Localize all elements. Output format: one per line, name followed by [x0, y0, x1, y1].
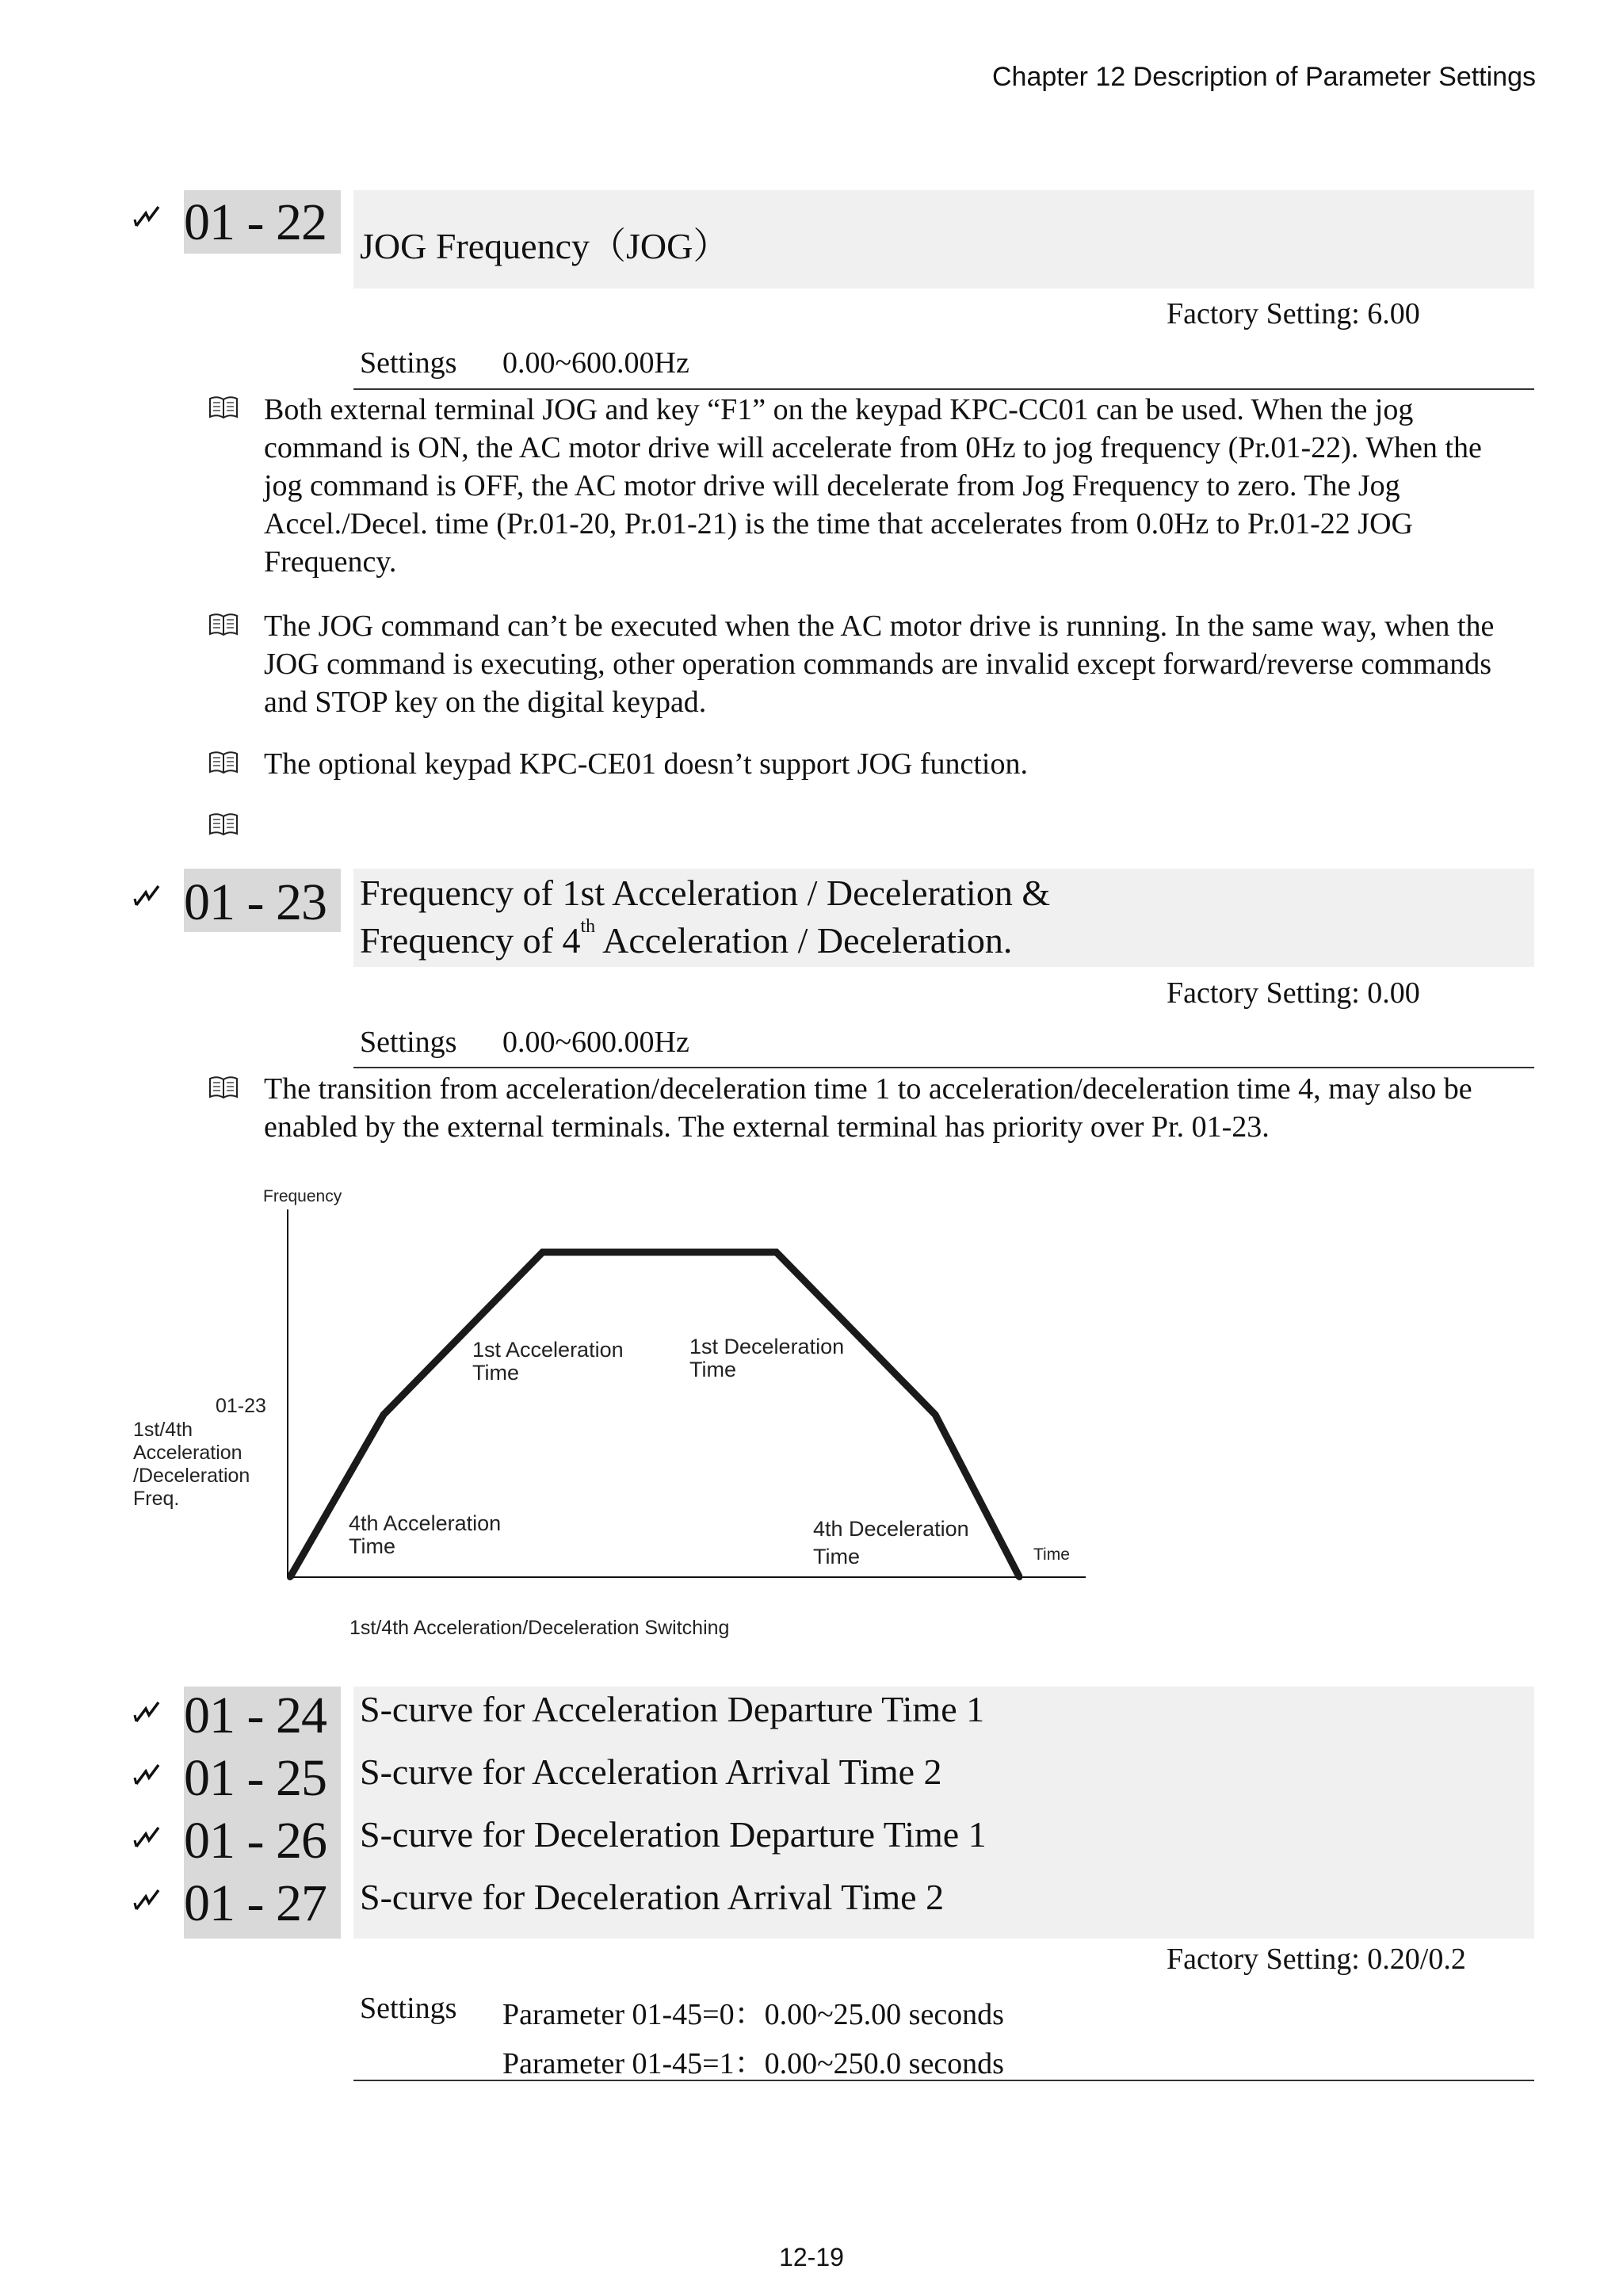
book-icon [208, 612, 239, 637]
y-marker-label: 01-23 [216, 1395, 266, 1417]
frequency-profile-line [290, 1252, 1019, 1577]
note-paragraph: The optional keypad KPC-CE01 doesn’t support JOG function. [264, 747, 1028, 781]
annotation-dec1: Time [689, 1358, 736, 1381]
param-title: S-curve for Deceleration Arrival Time 2 [360, 1877, 945, 1917]
note-paragraph: The JOG command can’t be executed when the AC motor drive is running. In the same way, when the JOG command is executing, other operation commands are invalid except forward/reverse commands and STOP key on the digital keypad. [264, 609, 1495, 719]
y-axis-label: Frequency [263, 1187, 342, 1205]
profile-vertex [540, 1249, 546, 1255]
profile-vertex [773, 1249, 780, 1255]
param-number: 01 - 23 [184, 873, 327, 931]
book-icon [208, 395, 239, 420]
param-number: 01 - 22 [184, 193, 327, 251]
settings-value: Parameter 01-45=0：0.00~25.00 seconds [502, 1998, 1004, 2031]
annotation-dec4: 4th Deceleration [813, 1517, 969, 1541]
book-icon [208, 750, 239, 775]
annotation-dec4: Time [813, 1545, 860, 1568]
param-number: 01 - 26 [184, 1812, 327, 1870]
book-icon [208, 1075, 239, 1100]
y-marker-desc: /Deceleration [133, 1465, 250, 1487]
write-enabled-icon [133, 202, 162, 231]
profile-vertex [1016, 1574, 1022, 1580]
chart-title: 1st/4th Acceleration/Deceleration Switching [349, 1617, 730, 1639]
y-marker-desc: Freq. [133, 1488, 180, 1510]
param-title: JOG Frequency（JOG） [360, 226, 730, 266]
param-number: 01 - 27 [184, 1874, 327, 1932]
factory-setting: Factory Setting: 0.20/0.2 [1167, 1943, 1466, 1976]
settings-value: 0.00~600.00Hz [502, 1026, 689, 1059]
y-marker-desc: Acceleration [133, 1442, 242, 1464]
annotation-acc4: 4th Acceleration [349, 1511, 502, 1535]
param-title-line1: Frequency of 1st Acceleration / Deceleration & [360, 873, 1051, 913]
profile-vertex [380, 1412, 387, 1418]
note-paragraph: The transition from acceleration/deceleration time 1 to acceleration/deceleration time 4, may also be enabled by the external terminals. The external terminal has priority over Pr. 01-23. [264, 1072, 1472, 1144]
write-enabled-icon [133, 1823, 162, 1851]
param-title: S-curve for Acceleration Arrival Time 2 [360, 1752, 942, 1792]
param-title: S-curve for Deceleration Departure Time 1 [360, 1814, 987, 1855]
annotation-acc4: Time [349, 1534, 395, 1558]
book-icon [208, 812, 239, 837]
profile-vertex [287, 1574, 293, 1580]
note-paragraph: Both external terminal JOG and key “F1” on the keypad KPC-CC01 can be used. When the jog command is ON, the AC motor drive will accelerate from 0Hz to jog frequency (Pr.01-22). When the jog command is OFF, the AC motor drive will decelerate from Jog Frequency to zero. The Jog Accel./Decel. time (Pr.01-20, Pr.01-21) is the time that accelerates from 0.0Hz to Pr.01-22 JOG Frequency. [264, 393, 1482, 579]
param-number: 01 - 25 [184, 1749, 327, 1807]
factory-setting: Factory Setting: 0.00 [1167, 976, 1420, 1010]
annotation-dec1: 1st Deceleration [689, 1335, 845, 1358]
annotation-acc1: 1st Acceleration [472, 1338, 624, 1362]
page-number: 12-19 [779, 2243, 844, 2271]
annotation-acc1: Time [472, 1361, 519, 1385]
settings-value: Parameter 01-45=1：0.00~250.0 seconds [502, 2047, 1004, 2080]
settings-value: 0.00~600.00Hz [502, 346, 689, 380]
param-number: 01 - 24 [184, 1687, 327, 1744]
settings-label: Settings [360, 1992, 457, 2025]
write-enabled-icon [133, 881, 162, 910]
x-axis-label: Time [1033, 1545, 1070, 1564]
y-marker-desc: 1st/4th [133, 1419, 193, 1441]
settings-label: Settings [360, 346, 457, 380]
chapter-header: Chapter 12 Description of Parameter Settings [991, 62, 1536, 92]
factory-setting: Factory Setting: 6.00 [1167, 297, 1420, 330]
settings-divider [353, 388, 1534, 390]
write-enabled-icon [133, 1885, 162, 1914]
write-enabled-icon [133, 1698, 162, 1726]
write-enabled-icon [133, 1760, 162, 1789]
settings-label: Settings [360, 1026, 457, 1059]
param-title-line2: Frequency of 4th Acceleration / Deceleration. [360, 916, 1013, 961]
settings-divider [353, 1067, 1534, 1068]
param-title: S-curve for Acceleration Departure Time 1 [360, 1689, 985, 1729]
profile-vertex [932, 1412, 938, 1418]
settings-divider [353, 2080, 1534, 2081]
